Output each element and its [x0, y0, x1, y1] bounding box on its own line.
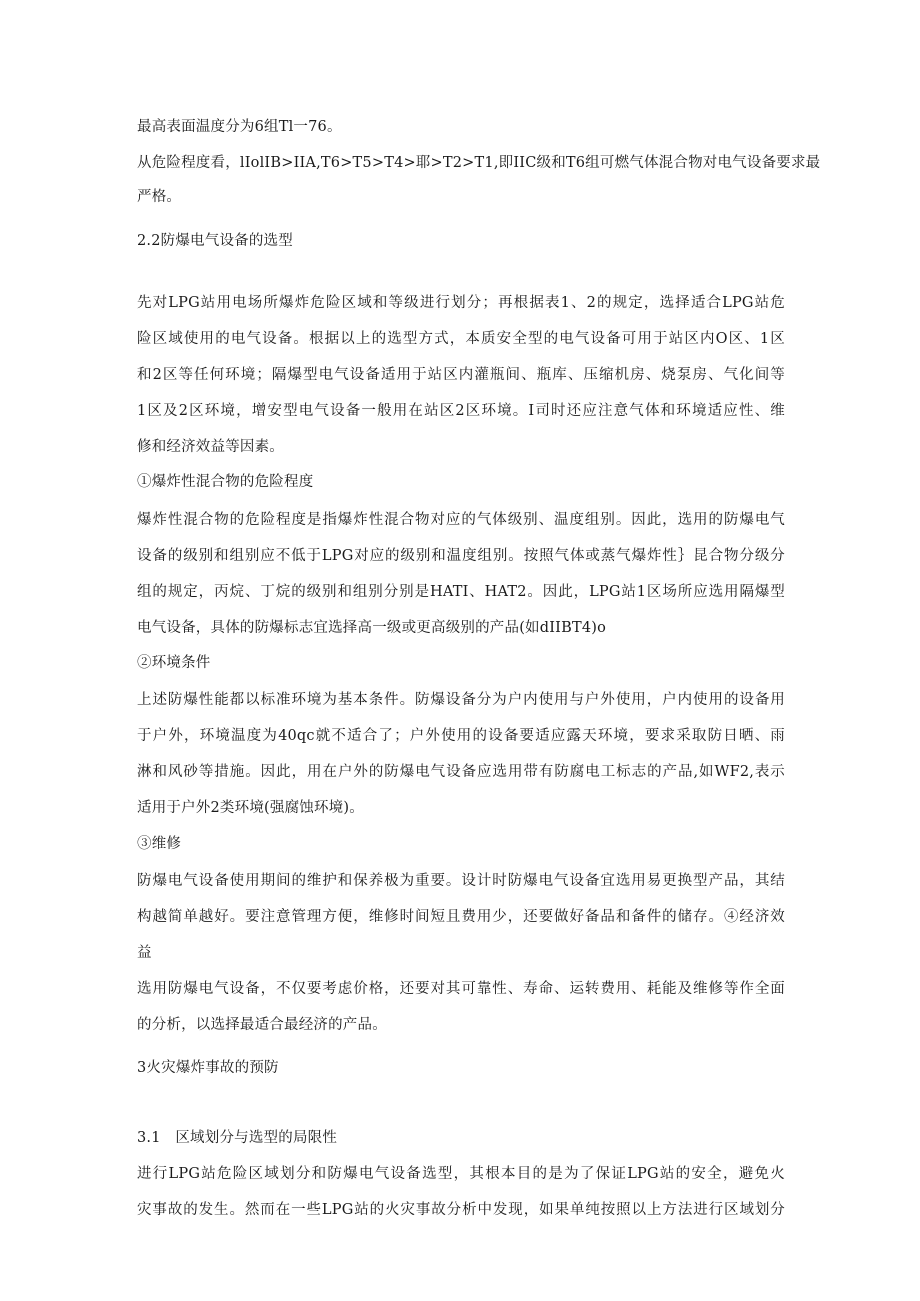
- paragraph-line: 益: [137, 945, 152, 961]
- paragraph-line: 防爆电气设备使用期间的维护和保养极为重要。设计时防爆电气设备宜选用易更换型产品，其结: [137, 873, 785, 889]
- paragraph-line: 灾事故的发生。然而在一些LPG站的火灾事故分析中发现，如果单纯按照以上方法进行区域划分: [137, 1202, 785, 1218]
- paragraph-line: 设备的级别和组别应不低于LPG对应的级别和温度组别。按照气体或蒸气爆炸性｝昆合物分级分: [137, 548, 785, 564]
- section-heading-2-2: 2.2防爆电气设备的选型: [137, 233, 293, 249]
- paragraph-line: 上述防爆性能都以标准环境为基本条件。防爆设备分为户内使用与户外使用，户内使用的设备用: [137, 692, 785, 708]
- paragraph-line: 淋和风砂等措施。因此，用在户外的防爆电气设备应选用带有防腐电工标志的产品,如WF2,表示: [137, 764, 785, 780]
- paragraph-line: 组的规定，丙烷、丁烷的级别和组别分别是HATI、HAT2。因此，LPG站1区场所应选用隔爆型: [137, 584, 785, 600]
- paragraph-line: 选用防爆电气设备，不仅要考虑价格，还要对其可靠性、寿命、运转费用、耗能及维修等作全面: [137, 981, 785, 997]
- paragraph-line: 爆炸性混合物的危险程度是指爆炸性混合物对应的气体级别、温度组别。因此，选用的防爆电气: [137, 512, 785, 528]
- section-heading-3-1: 3.1 区域划分与选型的局限性: [137, 1130, 338, 1146]
- paragraph-line: 的分析，以选择最适合最经济的产品。: [137, 1017, 387, 1033]
- paragraph-line: 构越简单越好。要注意管理方便，维修时间短且费用少，还要做好备品和备件的储存。④经济效: [137, 909, 785, 925]
- paragraph-line: 先对LPG站用电场所爆炸危险区域和等级进行划分；再根据表1、2的规定，选择适合LPG站危: [137, 295, 785, 311]
- paragraph-line: 进行LPG站危险区域划分和防爆电气设备选型，其根本目的是为了保证LPG站的安全，避免火: [137, 1166, 785, 1182]
- subsection-heading-2: ②环境条件: [137, 655, 211, 671]
- paragraph-line: 险区域使用的电气设备。根据以上的选型方式，本质安全型的电气设备可用于站区内O区、1区: [137, 331, 785, 347]
- subsection-heading-1: ①爆炸性混合物的危险程度: [137, 474, 314, 490]
- paragraph-line: 从危险程度看，lIolIB>IIA,T6>T5>T4>耶>T2>T1,即IIC级和T6组可燃气体混合物对电气设备要求最: [137, 155, 821, 171]
- paragraph-line: 电气设备，具体的防爆标志宜选择高一级或更高级别的产品(如dIIBT4)o: [137, 620, 607, 636]
- paragraph-line: 严格。: [137, 189, 182, 205]
- paragraph-line: 适用于户外2类环境(强腐蚀环境)。: [137, 800, 364, 816]
- paragraph-line: 1区及2区环境，增安型电气设备一般用在站区2区环境。I司时还应注意气体和环境适应性、维: [137, 403, 785, 419]
- paragraph-line: 于户外，环境温度为40qc就不适合了；户外使用的设备要适应露天环境，要求采取防日晒、雨: [137, 728, 785, 744]
- section-heading-3: 3火灾爆炸事故的预防: [137, 1060, 279, 1076]
- paragraph-line: 修和经济效益等因素。: [137, 439, 284, 455]
- paragraph-line: 和2区等任何环境；隔爆型电气设备适用于站区内灌瓶间、瓶库、压缩机房、烧泵房、气化间等: [137, 367, 785, 383]
- paragraph-line: 最高表面温度分为6组Tl一76。: [137, 119, 342, 135]
- subsection-heading-3: ③维修: [137, 836, 182, 852]
